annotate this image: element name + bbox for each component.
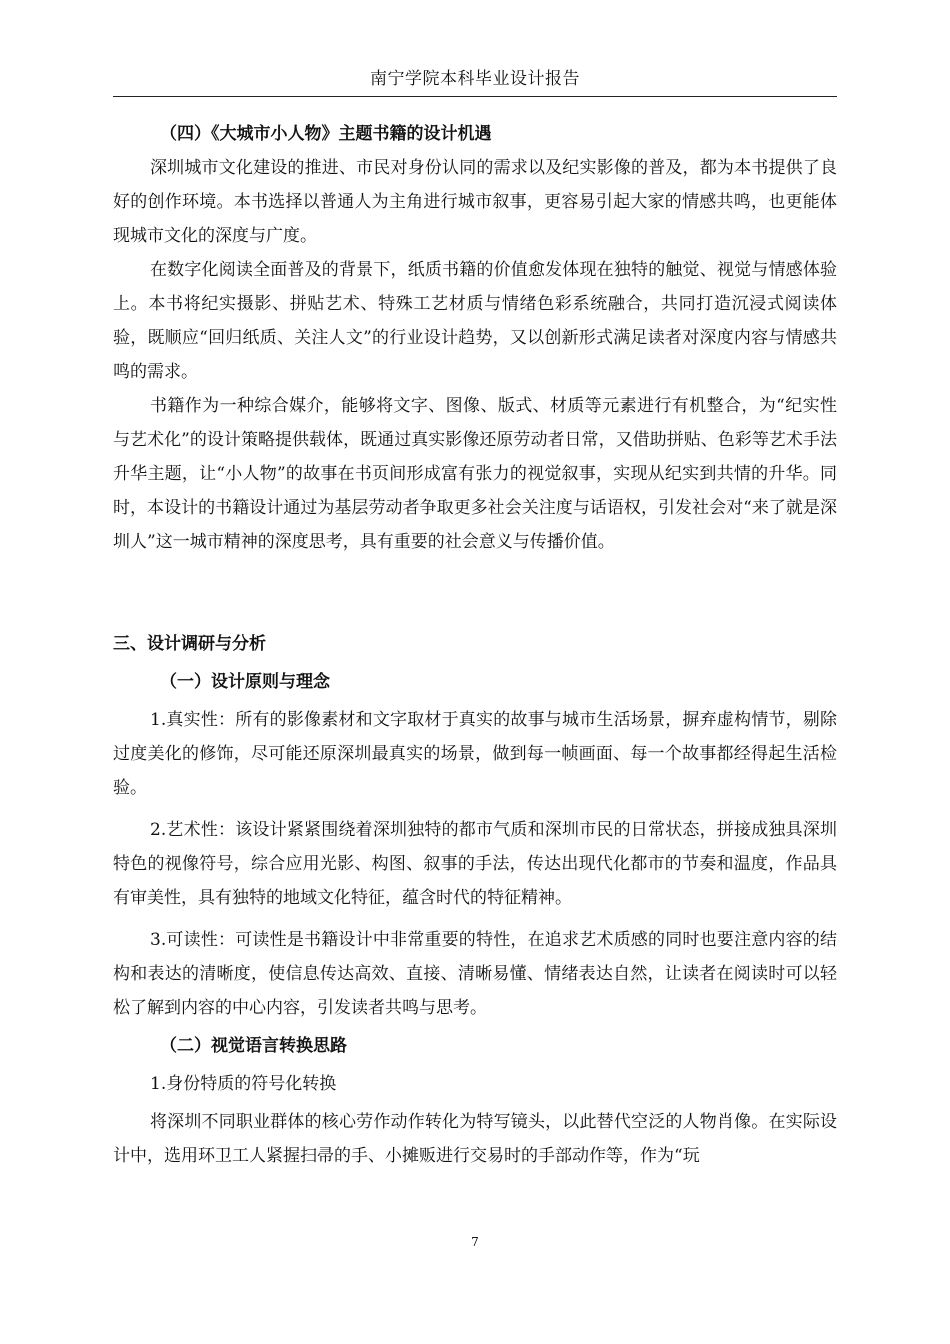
section-spacer [113, 559, 837, 627]
header-rule [113, 96, 837, 97]
paragraph: 在数字化阅读全面普及的背景下，纸质书籍的价值愈发体现在独特的触觉、视觉与情感体验上。本书将纪实摄影、拼贴艺术、特殊工艺材质与情绪色彩系统融合，共同打造沉浸式阅读体验，既顺应“回归纸质、关注人文”的行业设计趋势，又以创新形式满足读者对深度内容与情感共鸣的需求。 [113, 260, 837, 382]
paragraph-authenticity: 1.真实性：所有的影像素材和文字取材于真实的故事与城市生活场景，摒弃虚构情节，剔除过度美化的修饰，尽可能还原深圳最真实的场景，做到每一帧画面、每一个故事都经得起生活检验。 [113, 710, 837, 798]
section-heading-design-principles: （一）设计原则与理念 [160, 672, 330, 692]
subheading-identity-symbolization: 1.身份特质的符号化转换 [150, 1074, 337, 1094]
paragraph: 将深圳不同职业群体的核心劳作动作转化为特写镜头，以此替代空泛的人物肖像。在实际设计中，选用环卫工人紧握扫帚的手、小摊贩进行交易时的手部动作等，作为“玩 [113, 1112, 837, 1166]
paragraph: 深圳城市文化建设的推进、市民对身份认同的需求以及纪实影像的普及，都为本书提供了良好的创作环境。本书选择以普通人为主角进行城市叙事，更容易引起大家的情感共鸣，也更能体现城市文化的深度与广度。 [113, 158, 837, 246]
paragraph-artistry: 2.艺术性：该设计紧紧围绕着深圳独特的都市气质和深圳市民的日常状态，拼接成独具深圳特色的视像符号，综合应用光影、构图、叙事的手法，传达出现代化都市的节奏和温度，作品具有审美性，具有独特的地域文化特征，蕴含时代的特征精神。 [113, 820, 837, 908]
section-heading-visual-language: （二）视觉语言转换思路 [160, 1036, 347, 1056]
section-heading-design-opportunity: （四）《大城市小人物》主题书籍的设计机遇 [160, 124, 492, 144]
page-number: 7 [471, 1235, 479, 1249]
running-header: 南宁学院本科毕业设计报告 [370, 69, 580, 89]
paragraph-readability: 3.可读性：可读性是书籍设计中非常重要的特性，在追求艺术质感的同时也要注意内容的结构和表达的清晰度，使信息传达高效、直接、清晰易懂、情绪表达自然，让读者在阅读时可以轻松了解到内容的中心内容，引发读者共鸣与思考。 [113, 930, 837, 1018]
page-content [113, 117, 837, 1173]
paragraph: 书籍作为一种综合媒介，能够将文字、图像、版式、材质等元素进行有机整合，为“纪实性与艺术化”的设计策略提供载体，既通过真实影像还原劳动者日常，又借助拼贴、色彩等艺术手法升华主题，让“小人物”的故事在书页间形成富有张力的视觉叙事，实现从纪实到共情的升华。同时，本设计的书籍设计通过为基层劳动者争取更多社会关注度与话语权，引发社会对“来了就是深圳人”这一城市精神的深度思考，具有重要的社会意义与传播价值。 [113, 396, 837, 552]
chapter-heading-design-research: 三、设计调研与分析 [113, 634, 266, 654]
